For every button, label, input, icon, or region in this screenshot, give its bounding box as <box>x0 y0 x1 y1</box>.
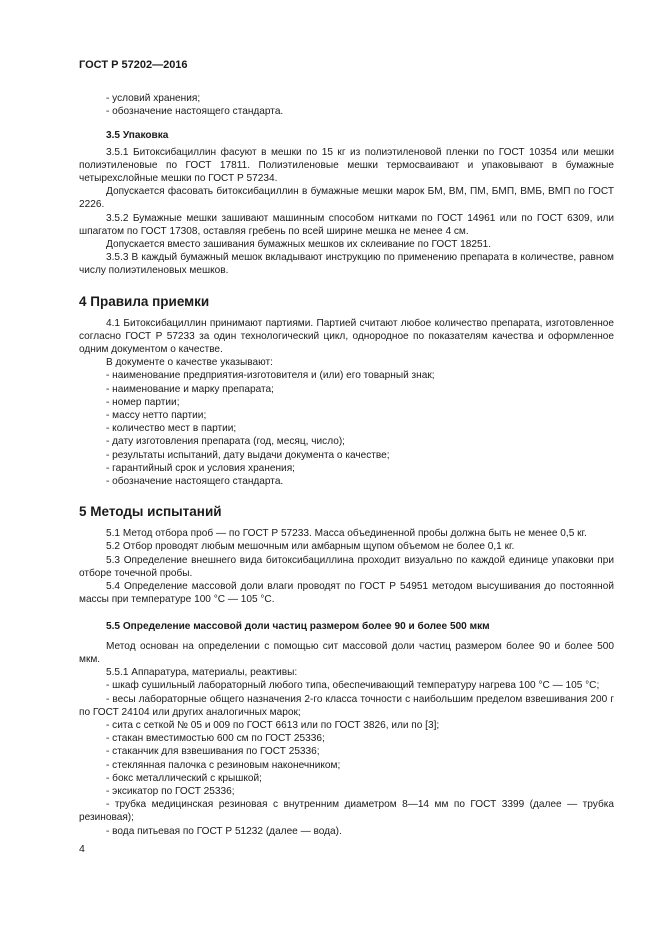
section-3-5-title: 3.5 Упаковка <box>106 130 169 142</box>
paragraph: 5.4 Определение массовой доли влаги проводят по ГОСТ Р 54951 методом высушивания до постоянной массы при температуре 100 °С — 105 °С. <box>79 581 614 606</box>
list-item: - стеклянная палочка с резиновым наконечником; <box>106 759 341 771</box>
list-item: - результаты испытаний, дату выдачи документа о качестве; <box>106 449 390 461</box>
page-number: 4 <box>79 843 85 855</box>
list-item: - весы лабораторные общего назначения 2-го класса точности с наибольшим пределом взвешивания 200 г по ГОСТ 24104 или других аналогичных марок; <box>79 693 614 718</box>
list-item: - обозначение настоящего стандарта. <box>106 476 284 488</box>
paragraph: 5.3 Определение внешнего вида битоксибациллина проходит визуально по каждой единице упаковки при отборе точечной пробы. <box>79 554 614 579</box>
list-item: - условий хранения; <box>106 93 201 104</box>
paragraph: Допускается вместо зашивания бумажных мешков их склеивание по ГОСТ 18251. <box>106 239 492 251</box>
list-item: - гарантийный срок и условия хранения; <box>106 462 295 474</box>
list-item: - сита с сеткой № 05 и 009 по ГОСТ 6613 или по ГОСТ 3826, или по [3]; <box>106 719 440 731</box>
paragraph: 3.5.3 В каждый бумажный мешок вкладывают инструкцию по применению препарата в количестве, равном числу полиэтиленовых мешков. <box>79 252 614 277</box>
list-item: - стаканчик для взвешивания по ГОСТ 25336; <box>106 746 320 758</box>
list-item: - массу нетто партии; <box>106 410 207 422</box>
page-content <box>79 92 614 838</box>
paragraph: 5.5.1 Аппаратура, материалы, реактивы: <box>106 667 298 679</box>
list-item: - количество мест в партии; <box>106 423 237 435</box>
section-5-5-title: 5.5 Определение массовой доли частиц размером более 90 и более 500 мкм <box>106 620 490 632</box>
section-5-title: 5 Методы испытаний <box>79 504 222 520</box>
list-item: - дату изготовления препарата (год, месяц, число); <box>106 436 345 448</box>
list-item: - эксикатор по ГОСТ 25336; <box>106 785 235 797</box>
paragraph: Допускается фасовать битоксибациллин в бумажные мешки марок БМ, ВМ, ПМ, БМП, ВМБ, ВМП по ГОСТ 2226. <box>79 186 614 211</box>
paragraph: Метод основан на определении с помощью сит массовой доли частиц размером более 90 и более 500 мкм. <box>79 640 614 665</box>
paragraph: 4.1 Битоксибациллин принимают партиями. Партией считают любое количество препарата, изготовленное согласно ГОСТ Р 57233 за один технологический цикл, однородное по показателям качества и оформленное одним документом о качестве. <box>79 317 614 356</box>
list-item: - наименование и марку препарата; <box>106 383 274 395</box>
document-header: ГОСТ Р 57202—2016 <box>79 59 188 71</box>
list-item: - вода питьевая по ГОСТ Р 51232 (далее — вода). <box>106 825 342 837</box>
paragraph: 3.5.2 Бумажные мешки зашивают машинным способом нитками по ГОСТ 14961 или по ГОСТ 6309, или шпагатом по ГОСТ 17308, оставляя гребень по всей ширине мешка не менее 4 см. <box>79 212 614 237</box>
paragraph: 3.5.1 Битоксибациллин фасуют в мешки по 15 кг из полиэтиленовой пленки по ГОСТ 10354 или мешки полиэтиленовые по ГОСТ 17811. Полиэтиленовые мешки термосваивают и упаковывают в бумажные четырехслойные мешки по ГОСТ Р 57234. <box>79 146 614 185</box>
paragraph: 5.1 Метод отбора проб — по ГОСТ Р 57233. Масса объединенной пробы должна быть не менее 0,5 кг. <box>106 528 587 540</box>
list-item: - стакан вместимостью 600 см по ГОСТ 25336; <box>106 733 325 745</box>
section-4-title: 4 Правила приемки <box>79 293 210 309</box>
list-item: - шкаф сушильный лабораторный любого типа, обеспечивающий температуру нагрева 100 °С — 105 °С; <box>106 680 600 692</box>
list-item: - обозначение настоящего стандарта. <box>106 106 284 118</box>
list-item: - номер партии; <box>106 396 180 408</box>
list-item: - трубка медицинская резиновая с внутренним диаметром 8—14 мм по ГОСТ 3399 (далее — трубка резиновая); <box>79 799 614 824</box>
list-item: - наименование предприятия-изготовителя и (или) его товарный знак; <box>106 370 435 382</box>
paragraph: 5.2 Отбор проводят любым мешочным или амбарным щупом объемом не более 0,1 кг. <box>106 541 515 553</box>
list-item: - бокс металлический с крышкой; <box>106 772 262 784</box>
paragraph: В документе о качестве указывают: <box>106 357 273 369</box>
